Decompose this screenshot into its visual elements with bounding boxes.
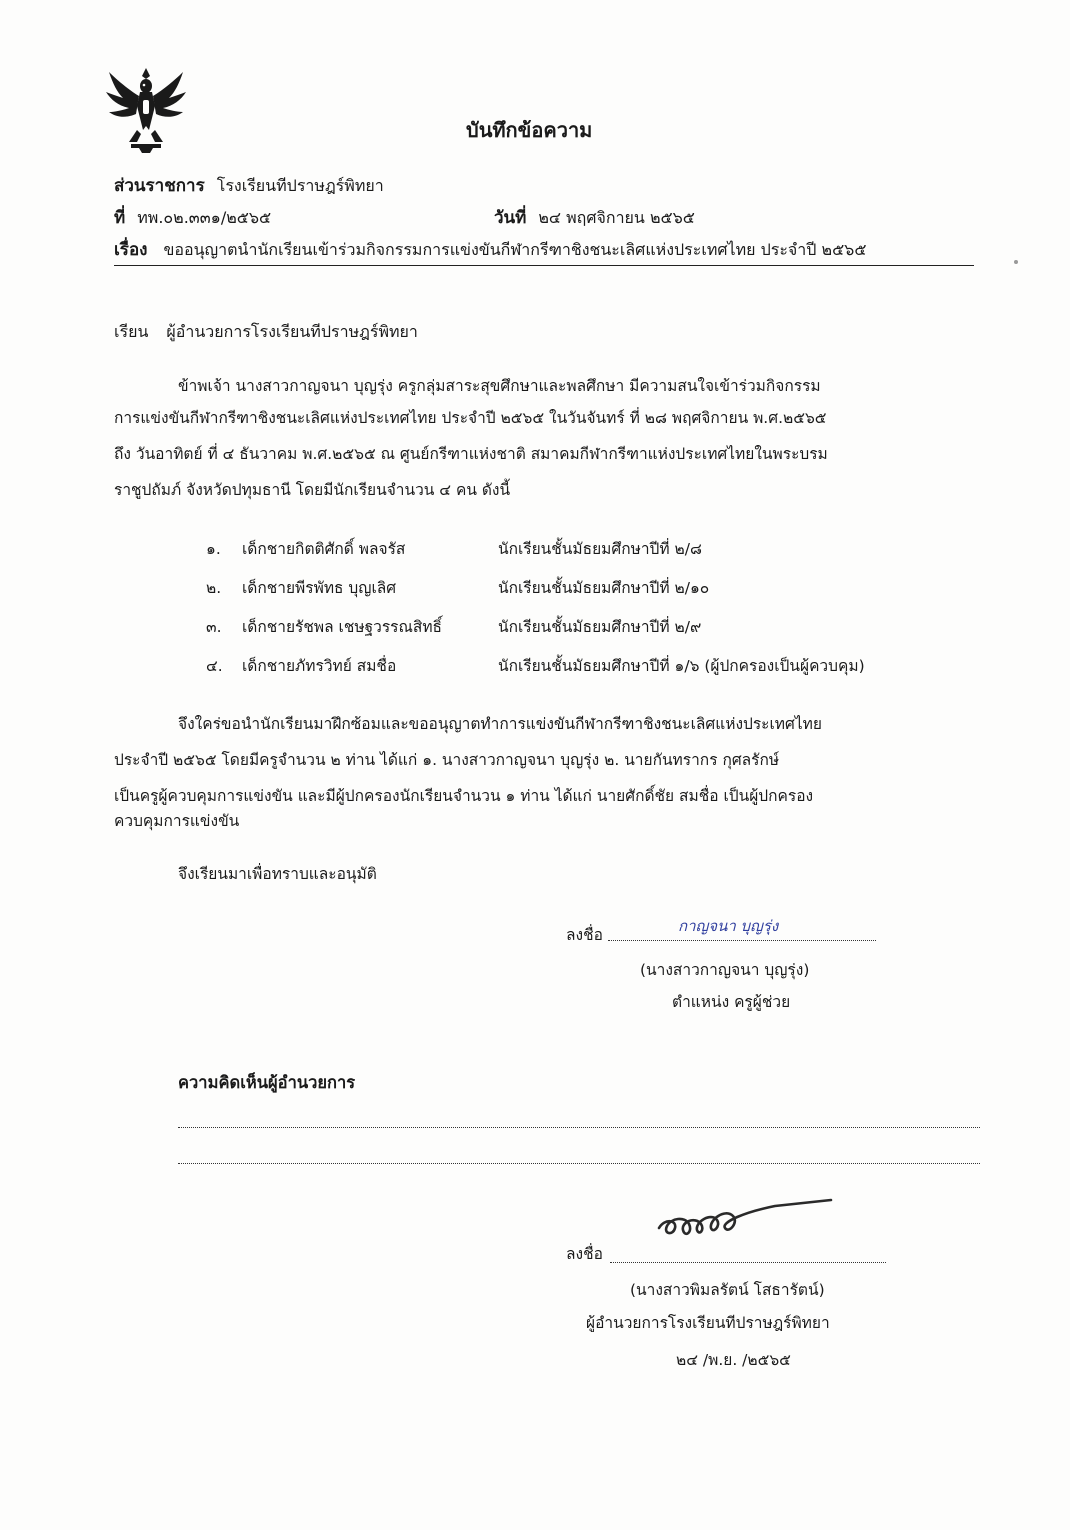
greeting-label: เรียน [114,322,149,341]
body-p2-line: ประจำปี ๒๕๖๕ โดยมีครูจำนวน ๒ ท่าน ได้แก่ ๑. นางสาวกาญจนา บุญรุ่ง ๒. นายกันทรากร กุศลรักษ์ [114,751,780,769]
director-signature-icon [655,1198,835,1246]
student-class: นักเรียนชั้นมัธยมศึกษาปีที่ ๑/๖ (ผู้ปกครองเป็นผู้ควบคุม) [498,657,865,675]
body-p2-line: เป็นครูผู้ควบคุมการแข่งขัน และมีผู้ปกครองนักเรียนจำนวน ๑ ท่าน ได้แก่ นายศักดิ์ชัย สมชื่อ เป็นผู้ปกครอง [114,787,814,805]
signature-label: ลงชื่อ [566,926,603,944]
memo-title: บันทึกข้อความ [466,118,593,142]
student-number: ๒. [206,579,222,597]
subject-row [114,236,866,263]
director-signature-label: ลงชื่อ [566,1245,603,1263]
greeting-to: ผู้อำนวยการโรงเรียนทีปราษฎร์พิทยา [166,322,418,341]
student-name: เด็กชายภัทรวิทย์ สมชื่อ [242,657,397,675]
ref-number: ทพ.๐๒.๓๓๑/๒๕๖๕ [137,208,272,227]
garuda-emblem-icon [103,66,189,154]
body-p1-line: การแข่งขันกีฬากรีฑาชิงชนะเลิศแห่งประเทศไทย ประจำปี ๒๕๖๕ ในวันจันทร์ ที่ ๒๘ พฤศจิกายน พ.ศ.๒๕๖๕ [114,409,827,427]
student-class: นักเรียนชั้นมัธยมศึกษาปีที่ ๒/๑๐ [498,579,710,597]
agency-label: ส่วนราชการ [114,176,205,196]
comment-line [178,1127,980,1128]
body-p1-line: ข้าพเจ้า นางสาวกาญจนา บุญรุ่ง ครูกลุ่มสาระสุขศึกษาและพลศึกษา มีความสนใจเข้าร่วมกิจกรรม [178,377,821,395]
scan-speck [1014,260,1018,264]
subject-rule [114,265,974,266]
signature-line [608,940,876,941]
director-signature-line [610,1262,886,1263]
subject-label: เรื่อง [114,240,148,260]
body-p2-line: จึงใคร่ขอนำนักเรียนมาฝึกซ้อมและขออนุญาตทำการแข่งขันกีฬากรีฑาชิงชนะเลิศแห่งประเทศไทย [178,715,822,733]
ref-row [114,204,271,231]
agency-row [114,172,384,199]
comment-line [178,1163,980,1164]
signer-position: ตำแหน่ง ครูผู้ช่วย [672,993,791,1011]
agency-value: โรงเรียนทีปราษฎร์พิทยา [216,176,384,195]
date-label: วันที่ [494,208,527,228]
body-p2-line: ควบคุมการแข่งขัน [114,812,240,830]
subject-value: ขออนุญาตนำนักเรียนเข้าร่วมกิจกรรมการแข่งขันกีฬากรีฑาชิงชนะเลิศแห่งประเทศไทย ประจำปี ๒๕๖๕ [163,240,867,259]
student-class: นักเรียนชั้นมัธยมศึกษาปีที่ ๒/๙ [498,618,702,636]
ref-label: ที่ [114,208,126,228]
director-position: ผู้อำนวยการโรงเรียนทีปราษฎร์พิทยา [586,1314,830,1332]
student-name: เด็กชายพีรพัทธ บุญเลิศ [242,579,397,597]
closing-text: จึงเรียนมาเพื่อทราบและอนุมัติ [178,865,377,883]
body-p1-line: ราชูปถัมภ์ จังหวัดปทุมธานี โดยมีนักเรียนจำนวน ๔ คน ดังนี้ [114,481,511,499]
date-value: ๒๔ พฤศจิกายน ๒๕๖๕ [538,208,695,227]
date-row [494,204,695,231]
student-number: ๔. [206,657,223,675]
greeting-row [114,320,418,345]
student-name: เด็กชายรัชพล เชษฐวรรณสิทธิ์ [242,618,443,636]
student-number: ๑. [206,540,221,558]
body-p1-line: ถึง วันอาทิตย์ ที่ ๔ ธันวาคม พ.ศ.๒๕๖๕ ณ ศูนย์กรีฑาแห่งชาติ สมาคมกีฬากรีฑาแห่งประเทศไทยในพระบรม [114,445,828,463]
handwritten-signature: กาญจนา บุญรุ่ง [678,917,779,935]
signer-name: (นางสาวกาญจนา บุญรุ่ง) [640,961,810,979]
director-comment-heading: ความคิดเห็นผู้อำนวยการ [178,1073,356,1092]
student-name: เด็กชายกิตติศักดิ์ พลจรัส [242,540,406,558]
director-sign-date: ๒๔ /พ.ย. /๒๕๖๕ [676,1351,791,1369]
director-name: (นางสาวพิมลรัตน์ โสธารัตน์) [630,1281,825,1299]
student-class: นักเรียนชั้นมัธยมศึกษาปีที่ ๒/๘ [498,540,702,558]
student-number: ๓. [206,618,222,636]
